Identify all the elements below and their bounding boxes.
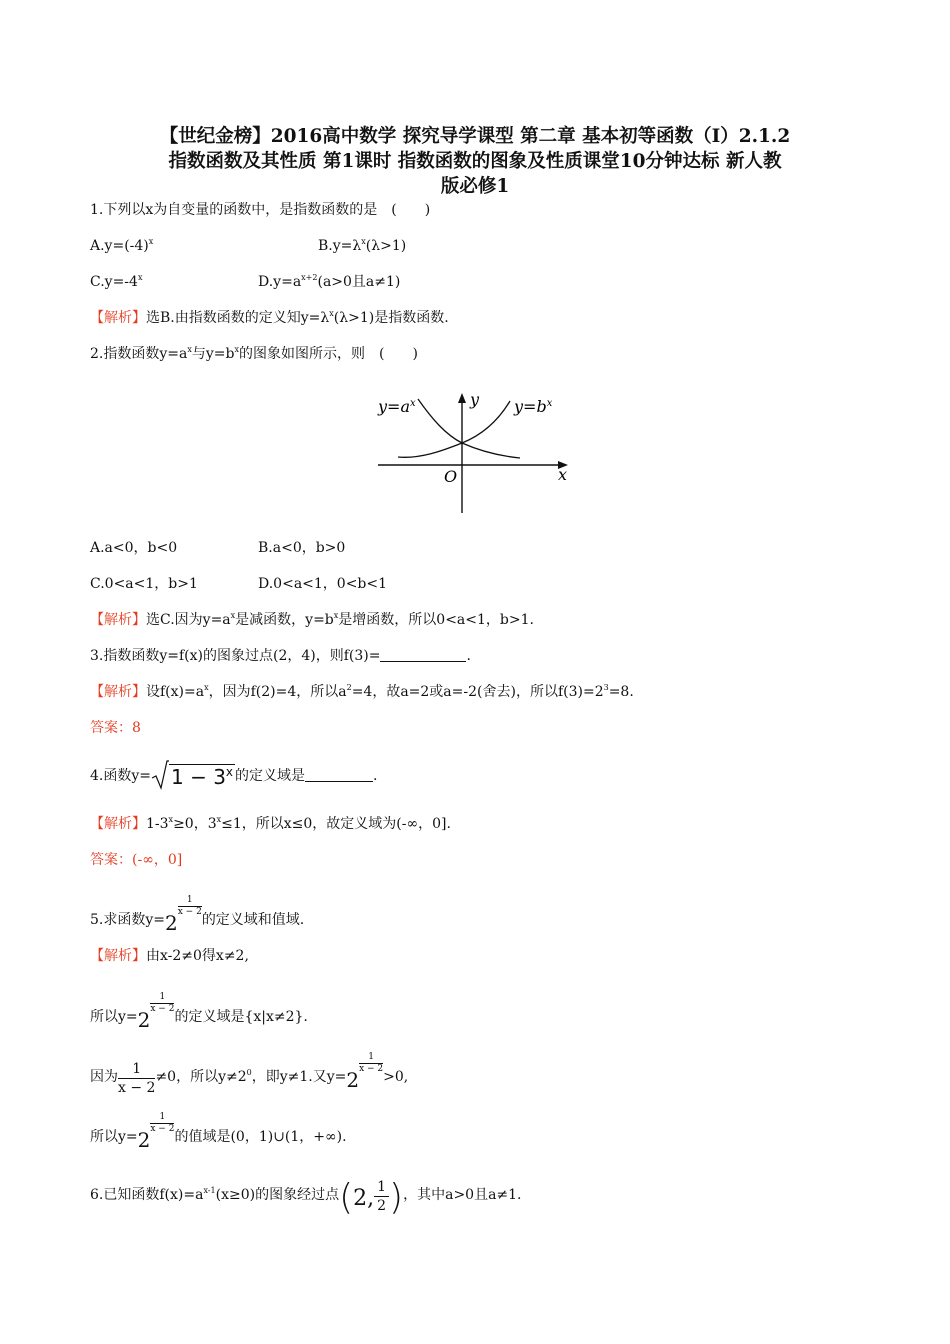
q5-analysis: 【解析】由x-2≠0得x≠2, — [90, 948, 249, 964]
axis-y-label: y — [470, 390, 480, 409]
title-line-2: 指数函数及其性质 第1课时 指数函数的图象及性质课堂10分钟达标 新人教 — [168, 151, 782, 172]
y-axis-arrow — [458, 393, 466, 403]
q2-option-a: A.a<0，b<0 — [90, 540, 178, 556]
origin-label: O — [444, 467, 458, 486]
q1-option-a: $A.y=(-4)^x$ — [90, 237, 154, 254]
label-y-bx: $y=b^x$ — [514, 397, 553, 416]
label-y-ax: $y=a^x$ — [378, 397, 416, 416]
analysis-tag: 【解析】 — [90, 310, 146, 326]
q2-option-b: B.a<0，b>0 — [258, 540, 346, 556]
q4-stem: 4.函数$y= 1 - 3^x$ 的定义域是 . — [90, 760, 377, 790]
curve-b-increasing — [398, 401, 510, 457]
sqrt-sign — [151, 760, 169, 790]
q4-analysis: 【解析】$1-3^x\ge 0$，$3^x\le 1$，所以x≤0，故定义域为(-∞，0]. — [90, 815, 451, 832]
q5-reason-line: 因为 $\frac{1}{x - 2}\ne 0$，所以$y\ne 2^0$，即y≠1.又y=2 $\frac{1}{x - 2}>0$, — [90, 1052, 409, 1096]
analysis-tag: 【解析】 — [90, 684, 146, 700]
answer-blank — [380, 647, 466, 662]
answer-blank — [305, 767, 373, 782]
q3-stem: 3.指数函数y=f(x)的图象过点(2，4)，则f(3)= . — [90, 648, 471, 664]
q5-range-line: 所以y=2 $\frac{1}{x - 2}$的值域是(0，1)∪(1，+∞). — [90, 1112, 347, 1152]
q3-analysis: 【解析】设$f(x)=a^x$，因为f(2)=4，所以$a^2=4$，故a=2或a=-2(舍去)，所以$f(3)=2^3=8$. — [90, 683, 634, 700]
curve-a-decreasing — [418, 399, 520, 458]
q2-option-d: D.0<a<1，0<b<1 — [258, 576, 388, 592]
axis-x-label: x — [558, 465, 568, 484]
analysis-tag: 【解析】 — [90, 612, 146, 628]
analysis-tag: 【解析】 — [90, 816, 146, 832]
title-line-3: 版必修1 — [440, 176, 510, 197]
q1-option-c: $C.y=-4^x$ — [90, 273, 143, 290]
q1-analysis: 【解析】选B.由指数函数的定义知$y=\lambda^x(\lambda>1)$是指数函数. — [90, 309, 449, 326]
q2-option-c: C.0<a<1，b>1 — [90, 576, 198, 592]
q1-option-b: $B.y=\lambda^x(\lambda>1)$ — [318, 237, 407, 254]
exponential-graph-figure — [370, 385, 580, 517]
q5-stem: 5.求函数y=2 $\frac{1}{x - 2}$的定义域和值域. — [90, 895, 305, 935]
q5-domain-line: 所以y=2 $\frac{1}{x - 2}$的定义域是{x|x≠2}. — [90, 992, 308, 1032]
analysis-tag: 【解析】 — [90, 948, 146, 964]
document-title — [80, 124, 870, 199]
q6-stem: 6.已知函数$f(x)=a^{x-1}(x\ge 0)$的图象经过点(2, $\frac{1}{2}$)，其中a>0且a≠1. — [90, 1177, 522, 1218]
q1-option-d: $D.y=a^{x+2}(a>0$且a≠1) — [258, 273, 401, 290]
title-line-1: 【世纪金榜】2016高中数学 探究导学课型 第二章 基本初等函数（I）2.1.2 — [159, 126, 791, 147]
q2-stem: 2.指数函数$y=a^x$与$y=b^x$的图象如图所示，则 ( ) — [90, 345, 418, 362]
q2-analysis: 【解析】选C.因为$y=a^x$是减函数，$y=b^x$是增函数，所以0<a<1，b>1. — [90, 611, 534, 628]
q1-stem: 1.下列以x为自变量的函数中，是指数函数的是 ( ) — [90, 202, 431, 218]
q3-answer: 答案：8 — [90, 720, 141, 736]
q4-answer: 答案：(-∞，0] — [90, 852, 183, 868]
